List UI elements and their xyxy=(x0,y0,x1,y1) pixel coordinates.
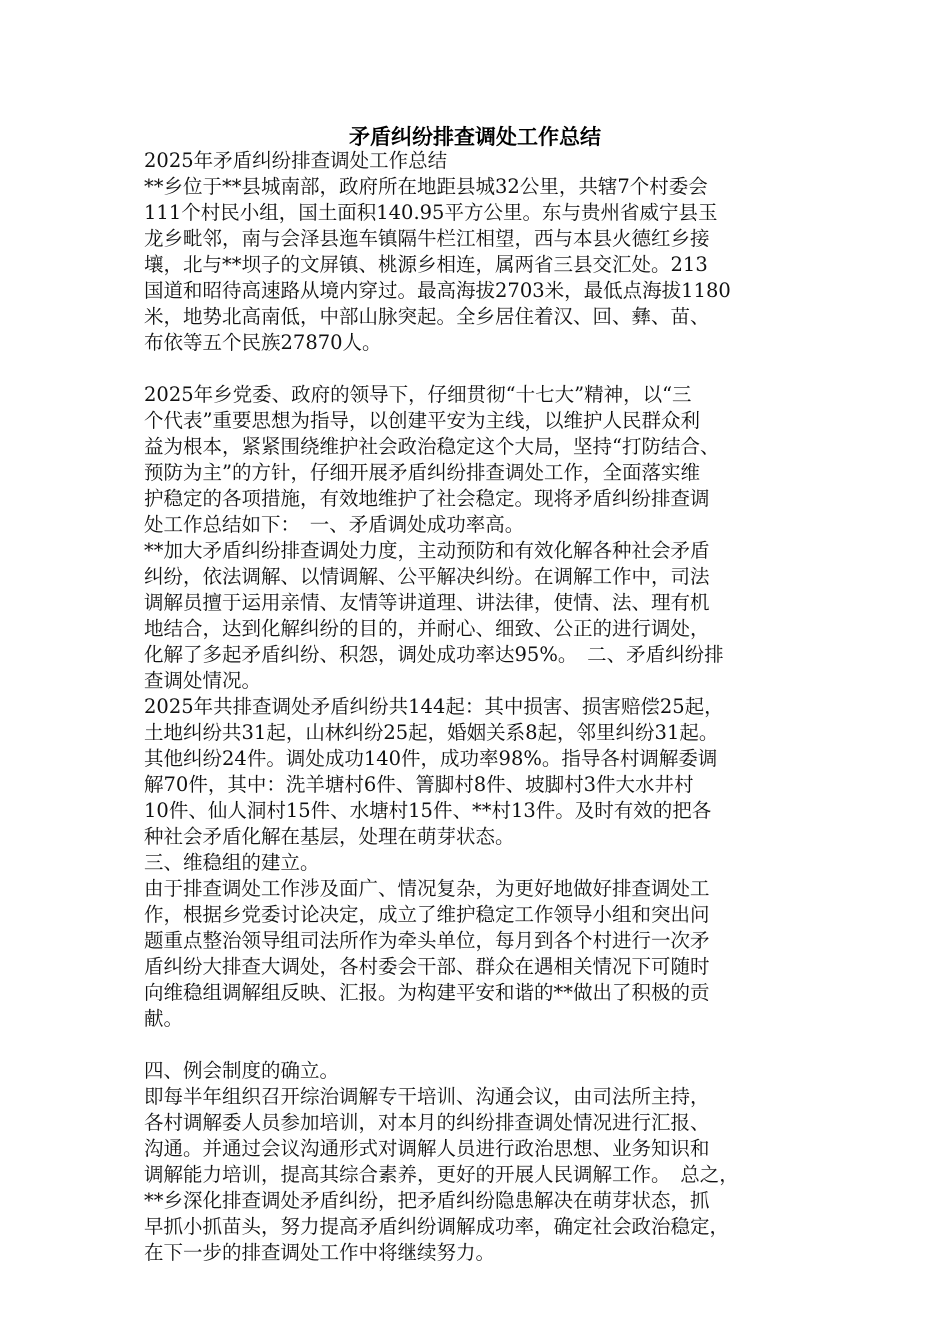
text-line: 盾纠纷大排查大调处，各村委会干部、群众在遇相关情况下可随时 xyxy=(144,955,710,978)
text-line: 即每半年组织召开综治调解专干培训、沟通会议，由司法所主持， xyxy=(144,1085,710,1108)
text-line: 其他纠纷24件。调处成功140件，成功率98%。指导各村调解委调 xyxy=(144,747,718,770)
text-line: 解70件，其中：洗羊塘村6件、箐脚村8件、坡脚村3件大水井村 xyxy=(144,773,694,796)
text-line: **乡位于**县城南部，政府所在地距县城32公里，共辖7个村委会 xyxy=(144,175,708,198)
text-line: 由于排查调处工作涉及面广、情况复杂，为更好地做好排查调处工 xyxy=(144,877,710,900)
text-line: **加大矛盾纠纷排查调处力度，主动预防和有效化解各种社会矛盾 xyxy=(144,539,710,562)
text-line: 种社会矛盾化解在基层，处理在萌芽状态。 xyxy=(144,825,515,848)
text-line: 处工作总结如下： 一、矛盾调处成功率高。 xyxy=(144,513,525,536)
text-line: 10件、仙人洞村15件、水塘村15件、**村13件。及时有效的把各 xyxy=(144,799,712,822)
text-line: 益为根本，紧紧围绕维护社会政治稳定这个大局，坚持“打防结合、 xyxy=(144,435,720,458)
text-line: 各村调解委人员参加培训，对本月的纠纷排查调处情况进行汇报、 xyxy=(144,1111,710,1134)
text-line: 作，根据乡党委讨论决定，成立了维护稳定工作领导小组和突出问 xyxy=(144,903,710,926)
blank-line xyxy=(144,1032,834,1058)
text-line: **乡深化排查调处矛盾纠纷，把矛盾纠纷隐患解决在萌芽状态，抓 xyxy=(144,1189,710,1212)
text-line: 沟通。并通过会议沟通形式对调解人员进行政治思想、业务知识和 xyxy=(144,1137,710,1160)
text-line: 纠纷，依法调解、以情调解、公平解决纠纷。在调解工作中，司法 xyxy=(144,565,710,588)
text-line: 布依等五个民族27870人。 xyxy=(144,331,382,354)
text-line: 化解了多起矛盾纠纷、积怨，调处成功率达95%。 二、矛盾纠纷排 xyxy=(144,643,724,666)
text-line: 向维稳组调解组反映、汇报。为构建平安和谐的**做出了积极的贡 xyxy=(144,981,710,1004)
text-line: 个代表”重要思想为指导，以创建平安为主线，以维护人民群众利 xyxy=(144,409,700,432)
text-line: 地结合，达到化解纠纷的目的，并耐心、细致、公正的进行调处， xyxy=(144,617,710,640)
text-line: 献。 xyxy=(144,1007,184,1030)
text-line: 调解能力培训，提高其综合素养，更好的开展人民调解工作。 总之， xyxy=(144,1163,739,1186)
text-line: 查调处情况。 xyxy=(144,669,262,692)
text-line: 早抓小抓苗头，努力提高矛盾纠纷调解成功率，确定社会政治稳定， xyxy=(144,1215,730,1238)
text-line: 壤，北与**坝子的文屏镇、桃源乡相连，属两省三县交汇处。213 xyxy=(144,253,708,276)
text-line: 三、维稳组的建立。 xyxy=(144,851,320,874)
text-line: 预防为主”的方针，仔细开展矛盾纠纷排查调处工作，全面落实维 xyxy=(144,461,700,484)
page-title: 矛盾纠纷排查调处工作总结 xyxy=(349,124,601,149)
text-line: 龙乡毗邻，南与会泽县迤车镇隔牛栏江相望，西与本县火德红乡接 xyxy=(144,227,710,250)
text-line: 题重点整治领导组司法所作为牵头单位，每月到各个村进行一次矛 xyxy=(144,929,710,952)
text-line: 2025年乡党委、政府的领导下，仔细贯彻“十七大”精神，以“三 xyxy=(144,383,692,406)
text-line: 2025年共排查调处矛盾纠纷共144起：其中损害、损害赔偿25起， xyxy=(144,695,724,718)
text-line: 护稳定的各项措施，有效地维护了社会稳定。现将矛盾纠纷排查调 xyxy=(144,487,710,510)
document-body xyxy=(144,148,834,1266)
text-line: 在下一步的排查调处工作中将继续努力。 xyxy=(144,1241,496,1264)
text-line: 2025年矛盾纠纷排查调处工作总结 xyxy=(144,149,448,172)
text-line: 四、例会制度的确立。 xyxy=(144,1059,340,1082)
text-line: 米，地势北高南低，中部山脉突起。全乡居住着汉、回、彝、苗、 xyxy=(144,305,710,328)
text-line: 国道和昭待高速路从境内穿过。最高海拔2703米，最低点海拔1180 xyxy=(144,279,731,302)
text-line: 111个村民小组，国土面积140.95平方公里。东与贵州省威宁县玉 xyxy=(144,201,718,224)
text-line: 土地纠纷共31起，山林纠纷25起，婚姻关系8起，邻里纠纷31起。 xyxy=(144,721,719,744)
blank-line xyxy=(144,356,834,382)
text-line: 调解员擅于运用亲情、友情等讲道理、讲法律，使情、法、理有机 xyxy=(144,591,710,614)
